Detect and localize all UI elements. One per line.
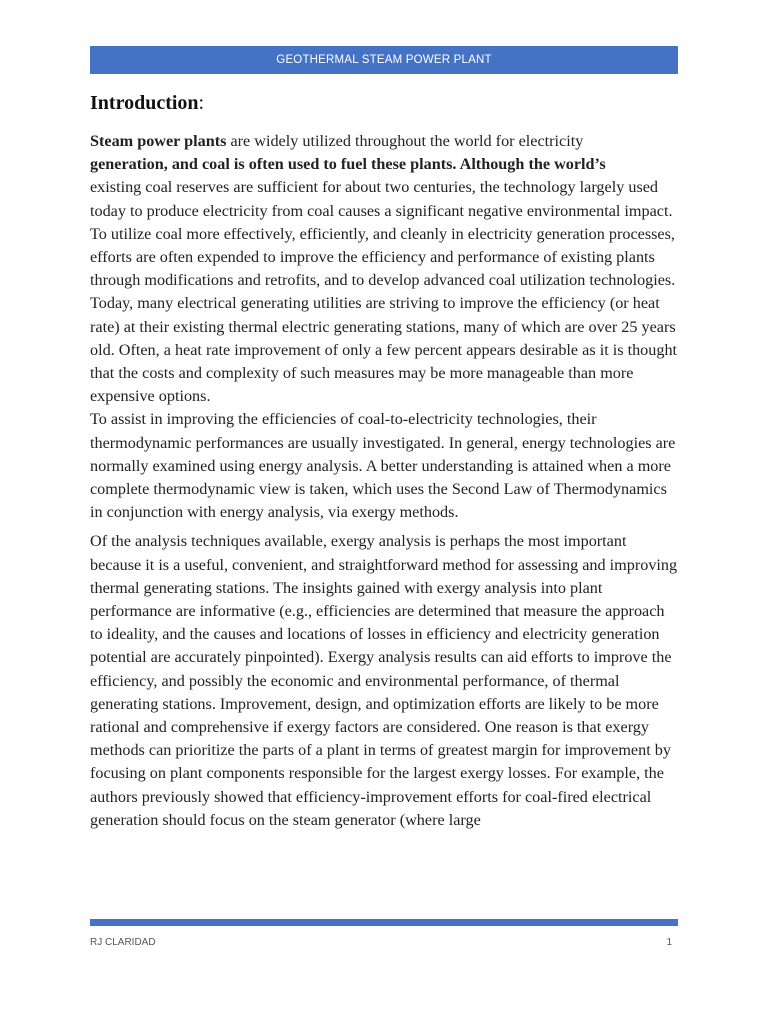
page-number: 1 (666, 937, 672, 948)
paragraph-1 (90, 130, 680, 292)
paragraph-2: Today, many electrical generating utilities are striving to improve the efficiency (or heat rate) at their existing thermal electric generating stations, many of which are over 25 years old. Often, a heat rate improvement of only a few percent appears desirable as it is thought that the costs and complexity of such measures may be more manageable than more expensive options. (90, 294, 678, 406)
page-title (90, 92, 204, 115)
heading-text: Introduction (90, 92, 199, 114)
footer-rule (90, 919, 678, 926)
header-bar (90, 46, 678, 74)
paragraph-1-tail: existing coal reserves are sufficient for about two centuries, the technology largely used today to produce electricity from coal causes a significant negative environmental impact. To utilize coal more effectively, efficiently, and cleanly in electricity generation processes, efforts are often expended to improve the efficiency and performance of existing plants through modifications and retrofits, and to develop advanced coal utilization technologies. (90, 178, 676, 290)
paragraph-1-rest: are widely utilized throughout the world for electricity (226, 132, 584, 150)
body-text (90, 130, 680, 832)
paragraph-3: To assist in improving the efficiencies of coal-to-electricity technologies, their thermodynamic performances are usually investigated. In general, energy technologies are normally examined using energy analysis. A better understanding is attained when a more complete thermodynamic view is taken, which uses the Second Law of Thermodynamics in conjunction with energy analysis, via exergy methods. (90, 410, 676, 522)
header-title: GEOTHERMAL STEAM POWER PLANT (276, 54, 492, 66)
paragraph-1-bold-line: generation, and coal is often used to fuel these plants. Although the world’s (90, 155, 606, 174)
paragraph-4: Of the analysis techniques available, exergy analysis is perhaps the most important because it is a useful, convenient, and straightforward method for assessing and improving thermal generating stations. The insights gained with exergy analysis into plant performance are informative (e.g., efficiencies are determined that measure the approach to ideality, and the causes and locations of losses in efficiency and electricity generation potential are accurately pinpointed). Exergy analysis results can aid efforts to improve the efficiency, and possibly the economic and environmental performance, of thermal generating stations. Improvement, design, and optimization efforts are likely to be more rational and comprehensive if exergy factors are considered. One reason is that exergy methods can prioritize the parts of a plant in terms of greatest margin for improvement by focusing on plant components responsible for the largest exergy losses. For example, the authors previously showed that efficiency-improvement efforts for coal-fired electrical generation should focus on the steam generator (where large (90, 532, 678, 829)
footer-author: RJ CLARIDAD (90, 937, 156, 948)
paragraph-1-lead: Steam power plants (90, 132, 227, 150)
heading-suffix: : (198, 92, 205, 114)
